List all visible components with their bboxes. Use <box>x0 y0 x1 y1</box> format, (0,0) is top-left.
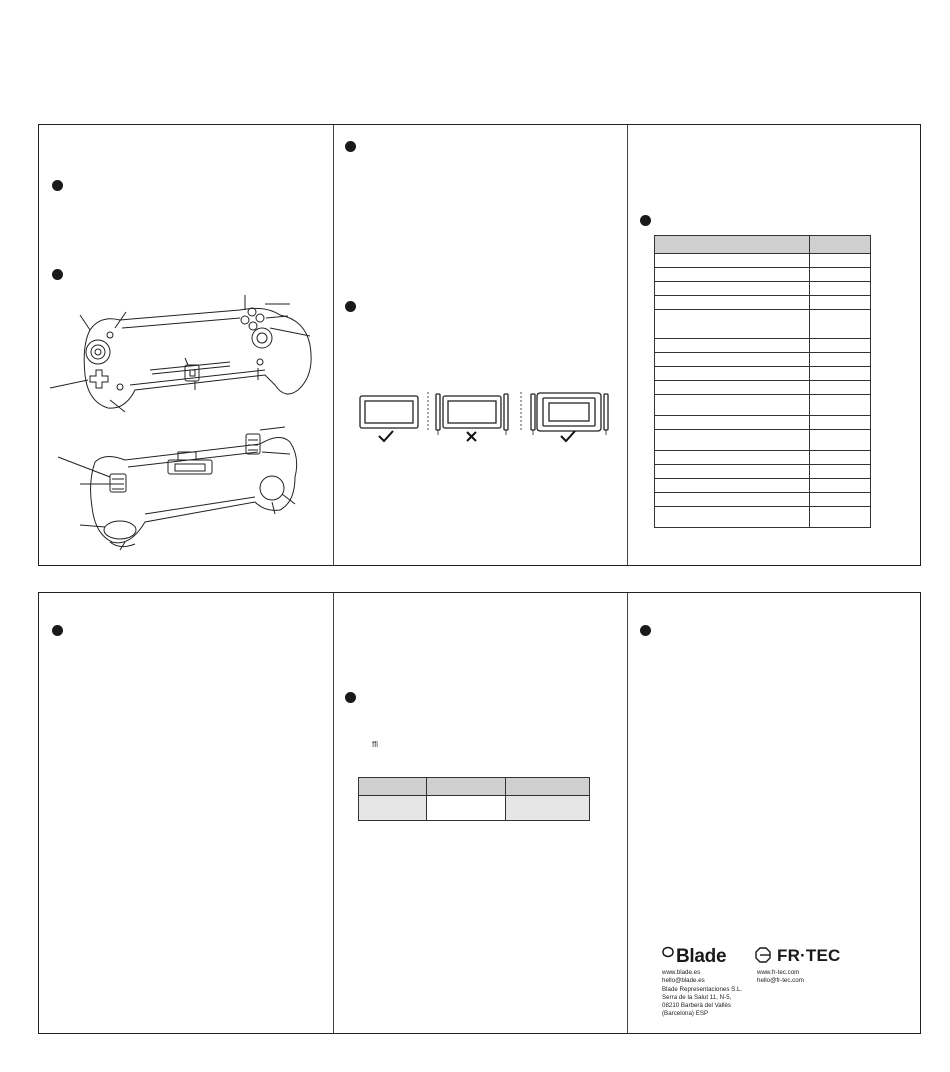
blade-line: (Barcelona) ESP <box>662 1010 709 1018</box>
table-row <box>655 381 871 395</box>
table-row <box>655 236 871 254</box>
table-row <box>655 339 871 353</box>
frtec-line: www.fr-tec.com <box>757 969 800 976</box>
blade-line: Blade Representaciones S.L. <box>662 985 743 993</box>
table-row <box>655 282 871 296</box>
top-column-2 <box>333 125 628 565</box>
spec-table <box>654 235 871 528</box>
table-row <box>655 310 871 339</box>
table-row <box>655 451 871 465</box>
bullet-icon <box>345 301 356 312</box>
table-row <box>655 296 871 310</box>
bullet-icon <box>52 269 63 280</box>
table-row <box>655 367 871 381</box>
frtec-logo: FR·TEC <box>777 946 841 965</box>
table-row <box>655 507 871 528</box>
table-row <box>655 479 871 493</box>
table-row <box>655 254 871 268</box>
battery-table <box>358 777 590 821</box>
blade-line: Serra de la Salut 11, N-5, <box>662 993 732 1001</box>
table-row <box>655 465 871 479</box>
blade-line: hello@blade.es <box>662 977 705 985</box>
table-row <box>359 796 590 821</box>
table-row <box>655 416 871 430</box>
bullet-icon <box>345 692 356 703</box>
blade-line: 08210 Barberà del Vallès <box>662 1002 732 1010</box>
check-icon <box>379 431 393 441</box>
blade-logo: Blade <box>676 946 727 967</box>
bullet-icon <box>52 180 63 191</box>
controller-back-illustration <box>50 422 320 552</box>
controller-front-illustration <box>40 290 330 430</box>
frtec-address <box>757 969 804 986</box>
bottom-column-1 <box>39 593 333 1033</box>
frtec-logo-icon <box>756 946 774 964</box>
blade-address <box>662 969 742 1019</box>
check-icon <box>561 431 575 441</box>
table-row <box>655 268 871 282</box>
table-row <box>359 778 590 796</box>
cross-icon <box>467 432 476 441</box>
bullet-icon <box>52 625 63 636</box>
table-row <box>655 353 871 367</box>
table-row <box>655 493 871 507</box>
table-row <box>655 395 871 416</box>
bullet-icon <box>640 625 651 636</box>
frtec-line: hello@fr-tec.com <box>757 977 804 985</box>
table-row <box>655 430 871 451</box>
blade-line: www.blade.es <box>662 969 701 976</box>
tiny-mark: ffi <box>372 740 379 749</box>
bullet-icon <box>345 141 356 152</box>
blade-logo-icon <box>662 946 674 958</box>
bullet-icon <box>640 215 651 226</box>
bottom-column-3 <box>627 593 922 1033</box>
phone-fit-illustration <box>355 388 615 448</box>
